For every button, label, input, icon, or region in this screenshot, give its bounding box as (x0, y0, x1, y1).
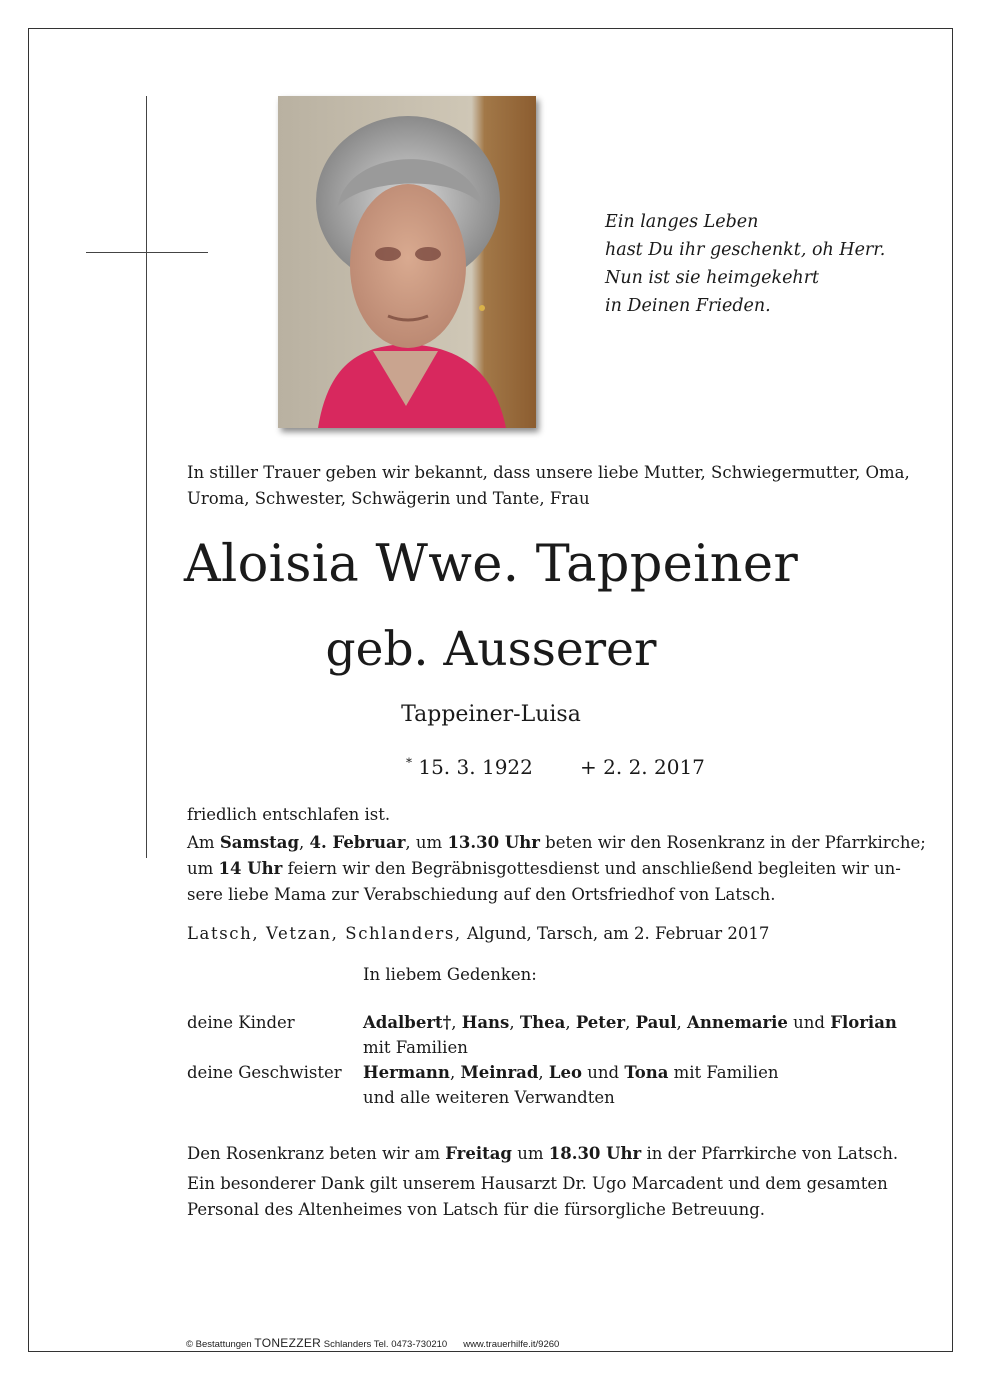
footer-imprint (186, 1336, 559, 1350)
siblings-label: deine Geschwister (187, 1063, 342, 1082)
rosary-time: 13.30 Uhr (447, 833, 540, 852)
verse-line: in Deinen Frieden. (605, 296, 771, 316)
verse-line: Ein langes Leben (605, 212, 759, 232)
text-run: feiern wir den Begräbnisgottesdienst und anschließend begleiten wir un- (282, 859, 901, 878)
death-date (580, 755, 705, 779)
sibling-name: Hermann (363, 1063, 450, 1082)
thanks-line-1: Ein besonderer Dank gilt unserem Hausarzt Dr. Ugo Marcadent und dem gesamten (187, 1174, 888, 1193)
siblings-tail: und alle weiteren Verwandten (363, 1088, 615, 1107)
text-run: beten wir den Rosenkranz in der Pfarrkirche; (539, 833, 926, 852)
footer-prefix: © Bestattungen (186, 1339, 255, 1350)
memory-heading: In liebem Gedenken: (363, 965, 537, 984)
portrait-image (278, 96, 536, 428)
children-tail: mit Familien (363, 1038, 468, 1057)
separator: , (449, 1063, 461, 1082)
sibling-name: Leo (548, 1063, 582, 1082)
funeral-time: 14 Uhr (218, 859, 283, 878)
text-run: in der Pfarrkirche von Latsch. (641, 1144, 899, 1163)
footer-url[interactable]: www.trauerhilfe.it/9260 (463, 1339, 560, 1350)
footer-brand: TONEZZER (254, 1336, 322, 1350)
separator: , (565, 1013, 576, 1032)
child-name: Florian (830, 1013, 897, 1032)
separator: , (509, 1013, 520, 1032)
rosary-line (187, 1141, 898, 1167)
text-run: Den Rosenkranz beten wir am (187, 1144, 446, 1163)
text-run: , (299, 833, 310, 852)
place-date (187, 921, 769, 947)
child-name: Adalbert† (363, 1013, 452, 1032)
separator: , (451, 1013, 462, 1032)
child-name: Annemarie (687, 1013, 788, 1032)
death-symbol: + (580, 755, 597, 779)
cross-vertical-bar (146, 96, 147, 858)
birth-date (406, 755, 533, 779)
service-line-2 (187, 856, 901, 882)
text-run: um (187, 859, 219, 878)
rosary-day: Freitag (445, 1144, 512, 1163)
maiden-name: geb. Ausserer (325, 622, 657, 677)
child-name: Hans (461, 1013, 510, 1032)
separator: , (538, 1063, 549, 1082)
service-line-3: sere liebe Mama zur Verabschiedung auf den Ortsfriedhof von Latsch. (187, 885, 776, 904)
service-date: 4. Februar (309, 833, 406, 852)
separator: , (625, 1013, 636, 1032)
thanks-line-2: Personal des Altenheimes von Latsch für die fürsorgliche Betreuung. (187, 1200, 766, 1219)
passed-away-text: friedlich entschlafen ist. (187, 805, 391, 824)
child-name: Thea (519, 1013, 566, 1032)
deceased-name: Aloisia Wwe. Tappeiner (183, 535, 799, 594)
portrait-photo (278, 96, 536, 428)
children-names (363, 1010, 897, 1036)
conjunction: und (582, 1063, 625, 1082)
text-run: um (511, 1144, 549, 1163)
service-day: Samstag (219, 833, 300, 852)
sibling-name: Tona (624, 1063, 669, 1082)
child-name: Peter (575, 1013, 626, 1032)
conjunction: und (787, 1013, 831, 1032)
text-run: Am (187, 833, 220, 852)
children-label: deine Kinder (187, 1013, 295, 1032)
birth-symbol: * (406, 755, 412, 770)
sibling-name: Meinrad (460, 1063, 539, 1082)
text-run: , um (405, 833, 448, 852)
siblings-names (363, 1060, 778, 1086)
verse-line: hast Du ihr geschenkt, oh Herr. (605, 240, 886, 260)
birth-date-value: 15. 3. 1922 (418, 755, 533, 779)
nickname: Tappeiner-Luisa (401, 702, 581, 727)
places-date: Algund, Tarsch, am 2. Februar 2017 (461, 924, 770, 943)
bible-verse (605, 208, 885, 320)
rosary-time: 18.30 Uhr (548, 1144, 642, 1163)
suffix: mit Familien (668, 1063, 779, 1082)
separator: , (676, 1013, 688, 1032)
cross-horizontal-bar (86, 252, 208, 253)
service-line-1 (187, 830, 926, 856)
death-date-value: 2. 2. 2017 (603, 755, 705, 779)
intro-line-1: In stiller Trauer geben wir bekannt, dass unsere liebe Mutter, Schwiegermutter, Oma, (187, 463, 910, 482)
intro-line-2: Uroma, Schwester, Schwägerin und Tante, Frau (187, 489, 590, 508)
places: Latsch, Vetzan, Schlanders, (187, 924, 462, 943)
child-name: Paul (635, 1013, 677, 1032)
verse-line: Nun ist sie heimgekehrt (605, 268, 820, 288)
footer-contact: Schlanders Tel. 0473-730210 (321, 1339, 448, 1350)
